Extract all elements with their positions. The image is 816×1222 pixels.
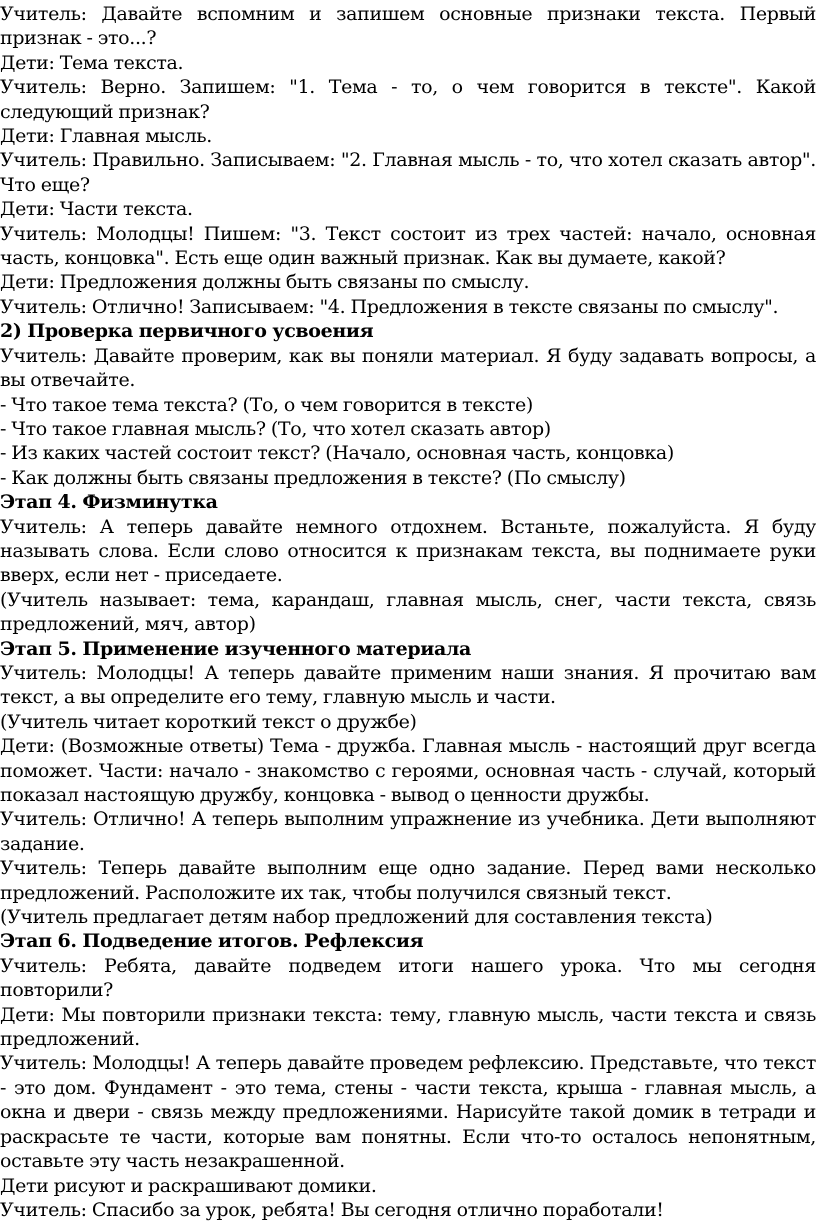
paragraph: Дети: Части текста. [0,198,193,221]
paragraph: Дети: Предложения должны быть связаны по смыслу. [0,271,530,294]
question-item: - Что такое главная мысль? (То, что хотел сказать автор) [0,417,551,440]
paragraph: Учитель: Отлично! Записываем: "4. Предложения в тексте связаны по смыслу". [0,295,779,318]
paragraph: Учитель: Молодцы! А теперь давайте применим наши знания. Я прочитаю вам текст, а вы определите его тему, главную мысль и части. [0,661,816,709]
paragraph: Учитель: Теперь давайте выполним еще одно задание. Перед вами несколько предложений. Расположите их так, чтобы получился связный текст. [0,857,816,904]
paragraph: Учитель: Верно. Запишем: "1. Тема - то, о чем говорится в тексте". Какой следующий признак? [0,76,816,123]
section-heading: Этап 5. Применение изученного материала [0,637,471,660]
paragraph: Учитель: Правильно. Записываем: "2. Главная мысль - то, что хотел сказать автор". Что еще? [0,149,816,196]
paragraph: Дети: (Возможные ответы) Тема - дружба. Главная мысль - настоящий друг всегда поможет. Части: начало - знакомство с героями, основная часть - случай, который показал настоящую дружбу, концовка - вывод о ценности дружбы. [0,735,816,806]
section-heading: Этап 6. Подведение итогов. Рефлексия [0,930,424,953]
paragraph: (Учитель называет: тема, карандаш, главная мысль, снег, части текста, связь предложений, мяч, автор) [0,588,816,636]
paragraph: Учитель: Спасибо за урок, ребята! Вы сегодня отлично поработали! [0,1198,664,1221]
paragraph: Учитель: А теперь давайте немного отдохнем. Встаньте, пожалуйста. Я буду называть слова. Если слово относится к признакам текста, вы поднимаете руки вверх, если нет - приседаете. [0,515,816,587]
paragraph: Учитель: Молодцы! Пишем: "3. Текст состоит из трех частей: начало, основная часть, концовка". Есть еще один важный признак. Как вы думаете, какой? [0,222,816,270]
paragraph: Учитель: Давайте вспомним и запишем основные признаки текста. Первый признак - это...? [0,3,816,50]
paragraph: Учитель: Отлично! А теперь выполним упражнение из учебника. Дети выполняют задание. [0,808,816,855]
paragraph: Дети рисуют и раскрашивают домики. [0,1174,377,1197]
paragraph: Дети: Главная мысль. [0,125,212,148]
section-heading: 2) Проверка первичного усвоения [0,320,374,343]
paragraph: Учитель: Ребята, давайте подведем итоги нашего урока. Что мы сегодня повторили? [0,954,816,1002]
paragraph: (Учитель предлагает детям набор предложений для составления текста) [0,906,713,929]
question-item: - Из каких частей состоит текст? (Начало, основная часть, концовка) [0,442,674,465]
paragraph: (Учитель читает короткий текст о дружбе) [0,710,417,733]
question-item: - Как должны быть связаны предложения в тексте? (По смыслу) [0,466,626,489]
paragraph: Учитель: Молодцы! А теперь давайте проведем рефлексию. Представьте, что текст - это дом. Фундамент - это тема, стены - части текста, крыша - главная мысль, а окна и двери - связь между предложениями. Нарисуйте такой домик в тетради и раскрасьте те части, которые вам понятны. Если что-то осталось непонятным, оставьте эту часть незакрашенной. [0,1052,816,1173]
paragraph: Учитель: Давайте проверим, как вы поняли материал. Я буду задавать вопросы, а вы отвечайте. [0,344,816,392]
question-item: - Что такое тема текста? (То, о чем говорится в тексте) [0,393,533,416]
paragraph: Дети: Мы повторили признаки текста: тему, главную мысль, части текста и связь предложений. [0,1003,816,1051]
section-heading: Этап 4. Физминутка [0,491,218,514]
paragraph: Дети: Тема текста. [0,51,184,74]
